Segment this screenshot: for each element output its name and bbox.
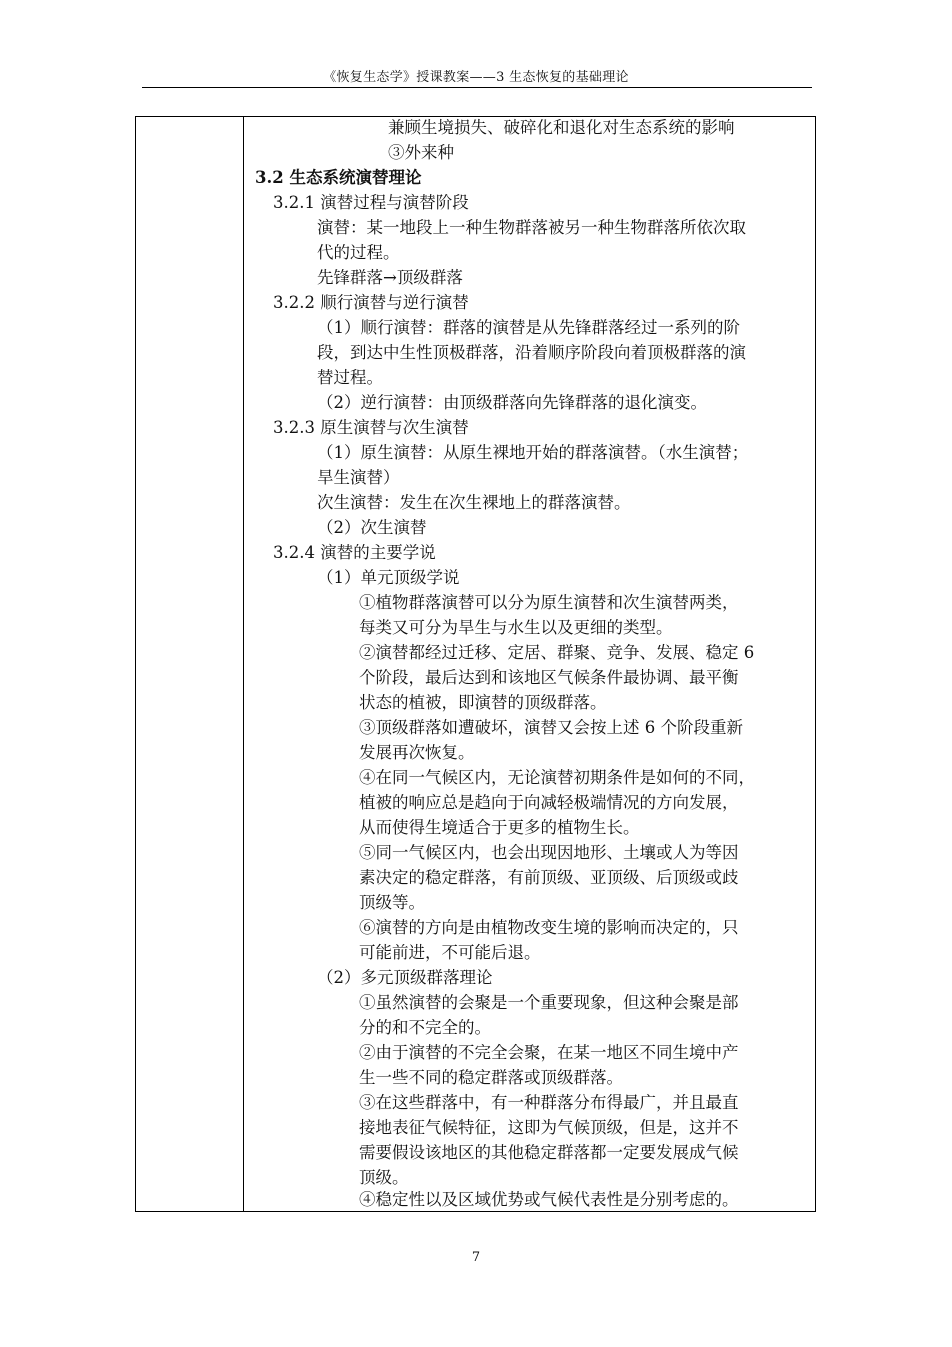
text-line: 发展再次恢复。 <box>359 743 475 762</box>
text-line: ⑥演替的方向是由植物改变生境的影响而决定的，只 <box>359 918 739 937</box>
table-column-divider <box>243 116 244 1212</box>
text-line: 素决定的稳定群落，有前顶级、亚顶级、后顶级或歧 <box>359 868 739 887</box>
subsection-heading: 3.2.3 原生演替与次生演替 <box>273 418 469 437</box>
text-line: 每类又可分为旱生与水生以及更细的类型。 <box>359 618 673 637</box>
text-line: 代的过程。 <box>317 243 400 262</box>
text-line: ②由于演替的不完全会聚，在某一地区不同生境中产 <box>359 1043 739 1062</box>
section-heading: 3.2 生态系统演替理论 <box>255 168 422 187</box>
text-line: 先锋群落→顶级群落 <box>317 268 463 287</box>
text-line: 植被的响应总是趋向于向减轻极端情况的方向发展， <box>359 793 739 812</box>
text-line: 段，到达中生性顶极群落，沿着顺序阶段向着顶极群落的演 <box>317 343 746 362</box>
text-line: 可能前进，不可能后退。 <box>359 943 541 962</box>
text-line: ①虽然演替的会聚是一个重要现象，但这种会聚是部 <box>359 993 739 1012</box>
text-line: 兼顾生境损失、破碎化和退化对生态系统的影响 <box>388 118 735 137</box>
text-line: （2）逆行演替：由顶级群落向先锋群落的退化演变。 <box>317 393 707 412</box>
text-line: 次生演替：发生在次生裸地上的群落演替。 <box>317 493 631 512</box>
text-line: （1）原生演替：从原生裸地开始的群落演替。（水生演替； <box>317 443 749 462</box>
text-line: 状态的植被，即演替的顶级群落。 <box>359 693 607 712</box>
text-line: 替过程。 <box>317 368 383 387</box>
text-line: （2）次生演替 <box>317 518 427 537</box>
text-line: （1）单元顶级学说 <box>317 568 460 587</box>
text-line: ④在同一气候区内，无论演替初期条件是如何的不同， <box>359 768 755 787</box>
text-line: 演替：某一地段上一种生物群落被另一种生物群落所依次取 <box>317 218 746 237</box>
text-line: 旱生演替） <box>317 468 400 487</box>
text-line: ③顶级群落如遭破坏，演替又会按上述 6 个阶段重新 <box>359 718 743 737</box>
subsection-heading: 3.2.2 顺行演替与逆行演替 <box>273 293 469 312</box>
text-line: 顶级等。 <box>359 893 425 912</box>
text-line: 个阶段，最后达到和该地区气候条件最协调、最平衡 <box>359 668 739 687</box>
text-line: （2）多元顶级群落理论 <box>317 968 493 987</box>
subsection-heading: 3.2.1 演替过程与演替阶段 <box>273 193 469 212</box>
text-line: ④稳定性以及区域优势或气候代表性是分别考虑的。 <box>359 1190 739 1209</box>
text-line: 分的和不完全的。 <box>359 1018 491 1037</box>
page-header-title: 《恢复生态学》授课教案——3 生态恢复的基础理论 <box>323 70 629 85</box>
text-line: 接地表征气候特征，这即为气候顶级，但是，这并不 <box>359 1118 739 1137</box>
header-rule <box>142 87 812 88</box>
text-line: （1）顺行演替：群落的演替是从先锋群落经过一系列的阶 <box>317 318 740 337</box>
text-line: 需要假设该地区的其他稳定群落都一定要发展成气候 <box>359 1143 739 1162</box>
text-line: ①植物群落演替可以分为原生演替和次生演替两类， <box>359 593 739 612</box>
subsection-heading: 3.2.4 演替的主要学说 <box>273 543 436 562</box>
text-line: ⑤同一气候区内，也会出现因地形、土壤或人为等因 <box>359 843 739 862</box>
text-line: ③外来种 <box>388 143 454 162</box>
text-line: 生一些不同的稳定群落或顶级群落。 <box>359 1068 623 1087</box>
text-line: 顶级。 <box>359 1168 409 1187</box>
text-line: 从而使得生境适合于更多的植物生长。 <box>359 818 640 837</box>
text-line: ③在这些群落中，有一种群落分布得最广，并且最直 <box>359 1093 739 1112</box>
page-number: 7 <box>471 1250 481 1265</box>
text-line: ②演替都经过迁移、定居、群聚、竞争、发展、稳定 6 <box>359 643 755 662</box>
